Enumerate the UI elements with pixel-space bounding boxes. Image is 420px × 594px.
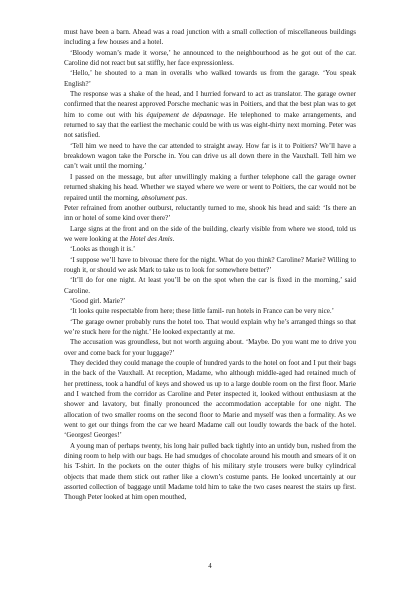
text-run: . He telephoned to make arrangements, and returned to say that the earliest the mechanic could be with us was eight-thirty next morning. Peter was not satisfied. (64, 110, 356, 140)
text-run: . (172, 234, 175, 243)
text-run: I passed on the message, but after unwillingly making a further telephone call the garage owner returned shaking his head. Whether we stayed where we were or went to Poitiers, the car would not be repaired until the morning, (64, 172, 356, 202)
paragraph (64, 89, 356, 141)
paragraph (64, 27, 356, 48)
text-run: Peter refrained from another outburst, reluctantly turned to me, shook his head and said: ‘Is there an inn or hotel of some kind over there?’ (64, 203, 356, 223)
paragraph (64, 244, 356, 254)
paragraph (64, 317, 356, 338)
paragraph (64, 255, 356, 276)
text-run: The accusation was groundless, but not worth arguing about. ‘Maybe. Do you want me to drive you over and come back for your luggage?’ (64, 338, 356, 357)
text-run: ‘It’ll do for one night. At least you’ll be on the spot when the car is fixed in the morning,’ said Caroline. (64, 276, 356, 295)
body-text (64, 27, 356, 503)
paragraph (64, 275, 356, 296)
text-run: . (185, 193, 188, 202)
paragraph (64, 296, 356, 306)
paragraph (64, 337, 356, 358)
text-run: ‘The garage owner probably runs the hotel too. That would explain why he’s arranged things so that we’re stuck here for the night.’ He looked expectantly at me. (64, 317, 356, 336)
paragraph (64, 141, 356, 172)
italic-phrase: Hotel des Amis (129, 234, 173, 243)
text-run: ‘It looks quite respectable from here; these little famil- run hotels in France can be very nice.’ (70, 307, 334, 316)
text-run: They decided they could manage the couple of hundred yards to the hotel on foot and I put their bags in the back of the Vauxhall. At reception, Madame, who although middle-aged had retained much of her prettiness, took a handful of keys and showed us up to a large double room on the first floor. Marie and I watched from the corridor as Caroline and Peter inspected it, looked without enthusiasm at the shower and lavatory, but finally pronounced the accommodation acceptable for one night. The allocation of two smaller rooms on the second floor to Marie and myself was then a formality. As we went to get our things from the car we heard Madame call out loudly towards the back of the hotel. ‘Georges! Georges!’ (64, 359, 356, 440)
text-run: must have been a barn. Ahead was a road junction with a small collection of miscellaneous buildings including a few houses and a hotel. (64, 28, 356, 47)
paragraph (64, 48, 356, 69)
paragraph (64, 172, 356, 203)
text-run: ‘Looks as though it is.’ (70, 245, 136, 254)
italic-phrase: équipement de dépannage (146, 110, 224, 119)
text-run: ‘I suppose we’ll have to bivouac there for the night. What do you think? Caroline? Marie? Willing to rough it, or should we ask Mark to take us to look for somewhere better?’ (64, 255, 356, 274)
text-run: ‘Hello,’ he shouted to a man in overalls who walked towards us from the garage. ‘You speak English?’ (64, 69, 356, 88)
italic-phrase: absolument pas (141, 193, 186, 202)
text-run: ‘Good girl. Marie?’ (70, 296, 126, 305)
page-number: 4 (208, 562, 212, 570)
paragraph (64, 203, 356, 224)
paragraph (64, 68, 356, 89)
text-run: ‘Tell him we need to have the car attended to straight away. How far is it to Poitiers? We’ll have a breakdown wagon take the Porsche in. You can drive us all down there in the Vauxhall. Tell him we can’t wait until the morning.’ (64, 141, 356, 171)
text-run: A young man of perhaps twenty, his long hair pulled back tightly into an untidy bun, rushed from the dining room to help with our bags. He had smudges of chocolate around his mouth and smears of it on his T-shirt. In the pockets on the outer thighs of his military style trousers were bulky cylindrical objects that made them stick out rather like a clown’s costume pants. He looked uncertainly at our assorted collection of baggage until Madame told him to take the two cases nearest the stairs up first. Though Peter looked at him open mouthed, (64, 441, 356, 502)
paragraph (64, 441, 356, 503)
text-run: ‘Bloody woman’s made it worse,’ he announced to the neighbourhood as he got out of the car. Caroline did not react but sat stiffly, her face expressionless. (64, 48, 356, 68)
paragraph (64, 358, 356, 441)
paragraph (64, 306, 356, 316)
paragraph (64, 224, 356, 245)
text-run: The response was a shake of the head, and I hurried forward to act as translator. The garage owner confirmed that the nearest approved Porsche mechanic was in Poitiers, and that the best plan was to get him to come out with his (64, 90, 356, 119)
text-run: Large signs at the front and on the side of the building, clearly visible from where we stood, told us we were looking at the (64, 224, 356, 243)
